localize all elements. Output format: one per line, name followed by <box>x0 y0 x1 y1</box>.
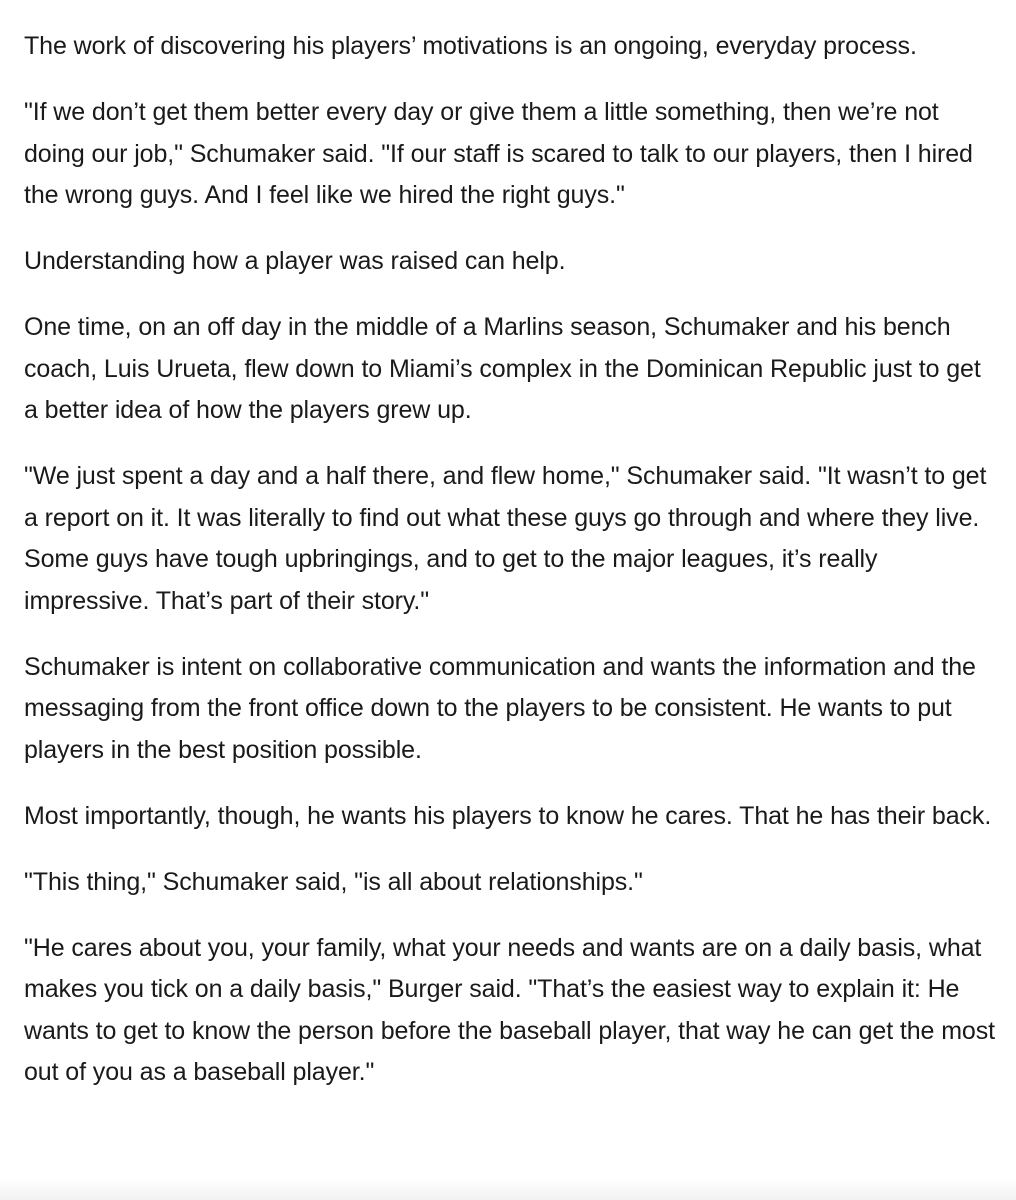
article-paragraph: "He cares about you, your family, what your needs and wants are on a daily basis, what makes you tick on a daily basis," Burger said. "That’s the easiest way to explain it: He wants to get to know the person before the baseball player, that way he can get the most out of you as a baseball player." <box>24 933 995 1086</box>
article-paragraph: "If we don’t get them better every day or give them a little something, then we’re not doing our job," Schumaker said. "If our staff is scared to talk to our players, then I hired the wrong guys. And I feel like we hired the right guys." <box>24 98 973 209</box>
bottom-fade <box>0 1178 1016 1200</box>
article-paragraph: "This thing," Schumaker said, "is all about relationships." <box>24 867 643 896</box>
article-paragraph: Understanding how a player was raised can help. <box>24 247 566 275</box>
article-paragraph: "We just spent a day and a half there, and flew home," Schumaker said. "It wasn’t to get a report on it. It was literally to find out what these guys go through and where they live. Some guys have tough upbringings, and to get to the major leagues, it’s really impressive. That’s part of their story." <box>24 462 987 615</box>
article-paragraph: Most importantly, though, he wants his players to know he cares. That he has their back. <box>24 801 992 830</box>
article-body <box>24 26 996 1118</box>
article-paragraph: Schumaker is intent on collaborative communication and wants the information and the messaging from the front office down to the players to be consistent. He wants to put players in the best position possible. <box>24 652 976 764</box>
article-paragraph: One time, on an off day in the middle of a Marlins season, Schumaker and his bench coach, Luis Urueta, flew down to Miami’s complex in the Dominican Republic just to get a better idea of how the players grew up. <box>24 313 981 424</box>
article-paragraph: The work of discovering his players’ motivations is an ongoing, everyday process. <box>24 32 917 60</box>
